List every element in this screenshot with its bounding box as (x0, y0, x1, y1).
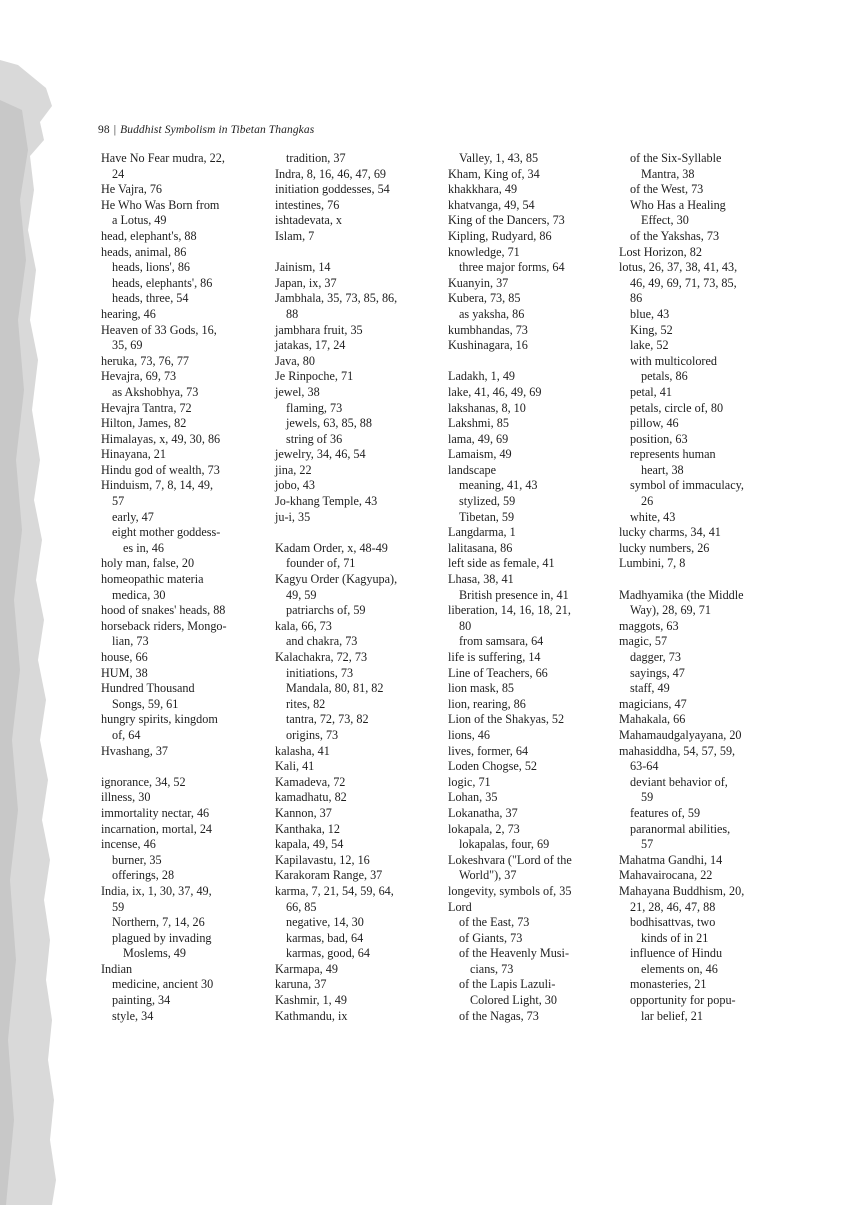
index-subentry: founder of, 71 (286, 556, 356, 571)
index-entry: Kham, King of, 34 (448, 166, 540, 181)
index-section-gap (448, 354, 618, 370)
index-entry: Lord (448, 899, 472, 914)
index-subentry: Mandala, 80, 81, 82 (286, 681, 384, 696)
index-subentry: dagger, 73 (630, 650, 681, 664)
index-subentry: staff, 49 (630, 681, 670, 696)
index-entry: Kamadeva, 72 (275, 774, 346, 789)
index-entry: lotus, 26, 37, 38, 41, 43, (619, 260, 738, 275)
index-entry: logic, 71 (448, 774, 491, 789)
index-subentry: style, 34 (112, 1008, 154, 1023)
index-subentry: Way), 28, 69, 71 (630, 603, 711, 618)
index-subentry: 57 (112, 494, 125, 509)
index-entry: He Vajra, 76 (101, 182, 163, 197)
index-entry: landscape (448, 462, 497, 477)
index-column-4 (619, 151, 789, 1024)
index-entry: hearing, 46 (101, 306, 156, 321)
index-subentry: heart, 38 (641, 462, 684, 477)
index-entry: maggots, 63 (619, 618, 679, 633)
index-entry: Madhyamika (the Middle (619, 587, 744, 602)
index-subentry: World"), 37 (459, 868, 517, 883)
index-subentry: Tibetan, 59 (459, 509, 515, 524)
index-subentry: cians, 73 (470, 961, 514, 976)
index-entry: Kuanyin, 37 (448, 275, 509, 290)
index-entry: Karmapa, 49 (275, 961, 338, 976)
index-subentry: from samsara, 64 (459, 634, 544, 649)
index-column-1 (101, 151, 279, 1024)
index-subentry: features of, 59 (630, 805, 701, 820)
index-subentry: and chakra, 73 (286, 634, 358, 649)
page-number: 98 (98, 124, 110, 136)
index-subentry: plagued by invading (112, 930, 212, 945)
index-entry: immortality nectar, 46 (101, 805, 210, 820)
index-entry: Kadam Order, x, 48-49 (275, 540, 388, 555)
index-subentry: Northern, 7, 14, 26 (112, 915, 205, 930)
index-entry: Lokeshvara ("Lord of the (448, 852, 572, 867)
index-subentry: 66, 85 (286, 899, 317, 914)
index-entry: Line of Teachers, 66 (448, 665, 548, 680)
index-entry: India, ix, 1, 30, 37, 49, (101, 883, 212, 898)
index-entry: kapala, 49, 54 (275, 837, 344, 852)
index-subentry: heads, lions', 86 (112, 260, 191, 275)
index-subentry: 26 (641, 494, 654, 509)
index-entry: Mahakala, 66 (619, 712, 686, 727)
index-entry: Kashmir, 1, 49 (275, 993, 347, 1008)
index-entry: Have No Fear mudra, 22, (101, 151, 225, 165)
index-entry: life is suffering, 14 (448, 650, 541, 664)
index-entry: Mahayana Buddhism, 20, (619, 883, 745, 898)
index-subentry: es in, 46 (123, 540, 164, 555)
index-entry: Lamaism, 49 (448, 447, 512, 462)
index-entry: lions, 46 (448, 727, 490, 742)
index-subentry: 80 (459, 618, 472, 633)
index-entry: lokapala, 2, 73 (448, 821, 520, 836)
index-entry: heruka, 73, 76, 77 (101, 353, 190, 368)
index-entry: khakkhara, 49 (448, 182, 518, 197)
index-entry: Hevajra Tantra, 72 (101, 400, 192, 415)
index-subentry: flaming, 73 (286, 400, 343, 415)
index-subentry: 49, 59 (286, 587, 317, 602)
index-subentry: with multicolored (630, 353, 717, 368)
index-subentry: of the Heavenly Musi- (459, 946, 569, 961)
index-subentry: pillow, 46 (630, 416, 679, 431)
index-subentry: Mantra, 38 (641, 166, 695, 181)
index-subentry: a Lotus, 49 (112, 213, 167, 228)
index-subentry: King, 52 (630, 322, 673, 337)
index-entry: house, 66 (101, 650, 148, 664)
index-subentry: sayings, 47 (630, 665, 685, 680)
index-subentry: origins, 73 (286, 727, 339, 742)
index-column-3 (448, 151, 618, 1024)
index-subentry: as yaksha, 86 (459, 306, 525, 321)
index-subentry: Songs, 59, 61 (112, 696, 179, 711)
index-subentry: 46, 49, 69, 71, 73, 85, (630, 275, 737, 290)
index-subentry: stylized, 59 (459, 494, 516, 509)
index-subentry: represents human (630, 447, 716, 462)
index-entry: kalasha, 41 (275, 743, 330, 758)
index-subentry: Who Has a Healing (630, 197, 726, 212)
index-subentry: 59 (641, 790, 654, 805)
index-entry: Kapilavastu, 12, 16 (275, 852, 370, 867)
index-subentry: petals, circle of, 80 (630, 400, 724, 415)
index-entry: liberation, 14, 16, 18, 21, (448, 603, 571, 618)
index-entry: lucky charms, 34, 41 (619, 525, 721, 540)
index-entry: Kalachakra, 72, 73 (275, 650, 368, 664)
index-entry: Kagyu Order (Kagyupa), (275, 572, 398, 587)
index-entry: Japan, ix, 37 (275, 275, 337, 290)
index-entry: Mahamaudgalyayana, 20 (619, 727, 742, 742)
index-subentry: patriarchs of, 59 (286, 603, 366, 618)
index-entry: Kannon, 37 (275, 805, 332, 820)
index-entry: Kubera, 73, 85 (448, 291, 521, 306)
index-subentry: elements on, 46 (641, 961, 718, 976)
index-subentry: paranormal abilities, (630, 821, 731, 836)
index-entry: ju-i, 35 (275, 509, 311, 524)
index-subentry: of the Yakshas, 73 (630, 228, 720, 243)
index-subentry: white, 43 (630, 509, 676, 524)
index-entry: King of the Dancers, 73 (448, 213, 565, 228)
index-subentry: 86 (630, 291, 643, 306)
index-entry: lives, former, 64 (448, 743, 529, 758)
index-entry: Lokanatha, 37 (448, 805, 518, 820)
index-subentry: 21, 28, 46, 47, 88 (630, 899, 716, 914)
index-subentry: heads, three, 54 (112, 291, 189, 306)
index-entry: Indian (101, 961, 133, 976)
index-subentry: meaning, 41, 43 (459, 478, 538, 493)
index-subentry: eight mother goddess- (112, 525, 221, 540)
index-entry: Heaven of 33 Gods, 16, (101, 322, 217, 337)
index-subentry: blue, 43 (630, 306, 670, 321)
index-subentry: position, 63 (630, 431, 688, 446)
index-entry: lakshanas, 8, 10 (448, 400, 526, 415)
index-entry: jina, 22 (275, 462, 312, 477)
index-subentry: symbol of immaculacy, (630, 478, 744, 493)
index-entry: Himalayas, x, 49, 30, 86 (101, 431, 221, 446)
index-entry: lion mask, 85 (448, 681, 515, 696)
index-entry: Loden Chogse, 52 (448, 759, 538, 774)
index-entry: Jambhala, 35, 73, 85, 86, (275, 291, 398, 306)
index-entry: kala, 66, 73 (275, 618, 332, 633)
index-entry: Lhasa, 38, 41 (448, 572, 514, 587)
index-entry: Hvashang, 37 (101, 743, 169, 758)
index-subentry: Colored Light, 30 (470, 993, 557, 1008)
index-entry: Lohan, 35 (448, 790, 498, 805)
index-entry: jewelry, 34, 46, 54 (275, 447, 366, 462)
index-entry: hungry spirits, kingdom (101, 712, 218, 727)
index-entry: Indra, 8, 16, 46, 47, 69 (275, 166, 387, 181)
index-entry: Je Rinpoche, 71 (275, 369, 354, 384)
index-subentry: of, 64 (112, 727, 141, 742)
index-entry: head, elephant's, 88 (101, 228, 197, 243)
index-subentry: tradition, 37 (286, 151, 346, 165)
index-entry: jobo, 43 (275, 478, 315, 493)
index-entry: Lumbini, 7, 8 (619, 556, 686, 571)
running-head-separator: | (113, 124, 117, 136)
index-section-gap (619, 572, 789, 588)
index-entry: Java, 80 (275, 353, 315, 368)
index-subentry: 63-64 (630, 759, 659, 774)
index-entry: incarnation, mortal, 24 (101, 821, 213, 836)
index-entry: Jo-khang Temple, 43 (275, 494, 378, 509)
index-subentry: deviant behavior of, (630, 774, 728, 789)
index-entry: Lakshmi, 85 (448, 416, 509, 431)
index-entry: khatvanga, 49, 54 (448, 197, 535, 212)
index-entry: Islam, 7 (275, 228, 315, 243)
index-subentry: of the West, 73 (630, 182, 704, 197)
index-subentry: rites, 82 (286, 696, 326, 711)
index-section-gap (275, 525, 453, 541)
index-entry: HUM, 38 (101, 665, 148, 680)
index-entry: He Who Was Born from (101, 197, 220, 212)
index-subentry: jewels, 63, 85, 88 (286, 416, 372, 431)
index-subentry: of Giants, 73 (459, 930, 523, 945)
index-subentry: opportunity for popu- (630, 993, 736, 1008)
index-entry: magicians, 47 (619, 696, 687, 711)
index-subentry: offerings, 28 (112, 868, 175, 883)
index-entry: Mahavairocana, 22 (619, 868, 713, 883)
index-entry: Hindu god of wealth, 73 (101, 462, 220, 477)
index-entry: homeopathic materia (101, 572, 204, 587)
index-subentry: 88 (286, 306, 299, 321)
index-entry: magic, 57 (619, 634, 668, 649)
index-subentry: burner, 35 (112, 852, 162, 867)
index-subentry: 24 (112, 166, 125, 181)
index-subentry: 35, 69 (112, 338, 143, 353)
index-entry: lion, rearing, 86 (448, 696, 526, 711)
index-subentry: Valley, 1, 43, 85 (459, 151, 539, 165)
index-entry: kumbhandas, 73 (448, 322, 528, 337)
index-subentry: monasteries, 21 (630, 977, 707, 992)
index-entry: Hilton, James, 82 (101, 416, 187, 431)
index-subentry: Effect, 30 (641, 213, 689, 228)
index-subentry: Moslems, 49 (123, 946, 186, 961)
index-subentry: petals, 86 (641, 369, 688, 384)
index-subentry: three major forms, 64 (459, 260, 565, 275)
index-entry: Ladakh, 1, 49 (448, 369, 516, 384)
index-entry: Hundred Thousand (101, 681, 195, 696)
index-entry: holy man, false, 20 (101, 556, 195, 571)
index-subentry: of the East, 73 (459, 915, 530, 930)
index-entry: Jainism, 14 (275, 260, 331, 275)
index-subentry: of the Nagas, 73 (459, 1008, 539, 1023)
index-entry: lucky numbers, 26 (619, 540, 710, 555)
index-entry: initiation goddesses, 54 (275, 182, 390, 197)
index-entry: lake, 41, 46, 49, 69 (448, 384, 542, 399)
index-entry: longevity, symbols of, 35 (448, 883, 572, 898)
index-subentry: lokapalas, four, 69 (459, 837, 550, 852)
index-entry: left side as female, 41 (448, 556, 555, 571)
index-entry: Hinayana, 21 (101, 447, 166, 462)
index-entry: ignorance, 34, 52 (101, 774, 186, 789)
index-entry: Lion of the Shakyas, 52 (448, 712, 565, 727)
index-subentry: initiations, 73 (286, 665, 354, 680)
index-entry: incense, 46 (101, 837, 156, 852)
index-subentry: kinds of in 21 (641, 930, 709, 945)
index-subentry: 59 (112, 899, 125, 914)
running-head (98, 124, 314, 136)
index-entry: Mahatma Gandhi, 14 (619, 852, 723, 867)
index-subentry: bodhisattvas, two (630, 915, 716, 930)
index-subentry: lake, 52 (630, 338, 669, 353)
index-entry: jambhara fruit, 35 (275, 322, 363, 337)
index-subentry: painting, 34 (112, 993, 171, 1008)
index-subentry: karmas, bad, 64 (286, 930, 364, 945)
index-entry: Karakoram Range, 37 (275, 868, 383, 883)
index-subentry: medicine, ancient 30 (112, 977, 214, 992)
index-subentry: karmas, good, 64 (286, 946, 370, 961)
index-subentry: medica, 30 (112, 587, 166, 602)
index-subentry: early, 47 (112, 509, 154, 524)
index-subentry: heads, elephants', 86 (112, 275, 213, 290)
index-column-2 (275, 151, 453, 1024)
index-entry: horseback riders, Mongo- (101, 618, 227, 633)
index-subentry: lar belief, 21 (641, 1008, 703, 1023)
index-subentry: 57 (641, 837, 654, 852)
index-subentry: of the Six-Syllable (630, 151, 722, 165)
index-subentry: petal, 41 (630, 384, 672, 399)
index-entry: Hinduism, 7, 8, 14, 49, (101, 478, 214, 493)
index-entry: mahasiddha, 54, 57, 59, (619, 743, 736, 758)
index-entry: Langdarma, 1 (448, 525, 516, 540)
index-entry: karma, 7, 21, 54, 59, 64, (275, 883, 394, 898)
index-entry: Kathmandu, ix (275, 1008, 348, 1023)
index-entry: Kali, 41 (275, 759, 315, 774)
index-entry: hood of snakes' heads, 88 (101, 603, 226, 618)
index-subentry: tantra, 72, 73, 82 (286, 712, 369, 727)
index-entry: heads, animal, 86 (101, 244, 187, 259)
index-entry: lama, 49, 69 (448, 431, 509, 446)
index-subentry: of the Lapis Lazuli- (459, 977, 556, 992)
index-entry: knowledge, 71 (448, 244, 520, 259)
book-title: Buddhist Symbolism in Tibetan Thangkas (120, 124, 315, 136)
index-entry: kamadhatu, 82 (275, 790, 347, 805)
index-entry: Kipling, Rudyard, 86 (448, 228, 552, 243)
index-entry: illness, 30 (101, 790, 151, 805)
index-entry: Kanthaka, 12 (275, 821, 340, 836)
index-entry: ishtadevata, x (275, 213, 343, 228)
index-entry: intestines, 76 (275, 197, 340, 212)
index-entry: Lost Horizon, 82 (619, 244, 702, 259)
index-subentry: influence of Hindu (630, 946, 723, 961)
index-section-gap (275, 245, 453, 261)
index-entry: jewel, 38 (275, 384, 320, 399)
scanned-page-edge (0, 60, 80, 1205)
index-section-gap (101, 759, 279, 775)
index-entry: karuna, 37 (275, 977, 327, 992)
index-subentry: negative, 14, 30 (286, 915, 364, 930)
index-entry: Kushinagara, 16 (448, 338, 528, 353)
index-entry: jatakas, 17, 24 (275, 338, 346, 353)
index-subentry: string of 36 (286, 431, 343, 446)
index-subentry: lian, 73 (112, 634, 149, 649)
index-entry: Hevajra, 69, 73 (101, 369, 177, 384)
index-subentry: British presence in, 41 (459, 587, 569, 602)
index-subentry: as Akshobhya, 73 (112, 384, 199, 399)
index-entry: lalitasana, 86 (448, 540, 513, 555)
